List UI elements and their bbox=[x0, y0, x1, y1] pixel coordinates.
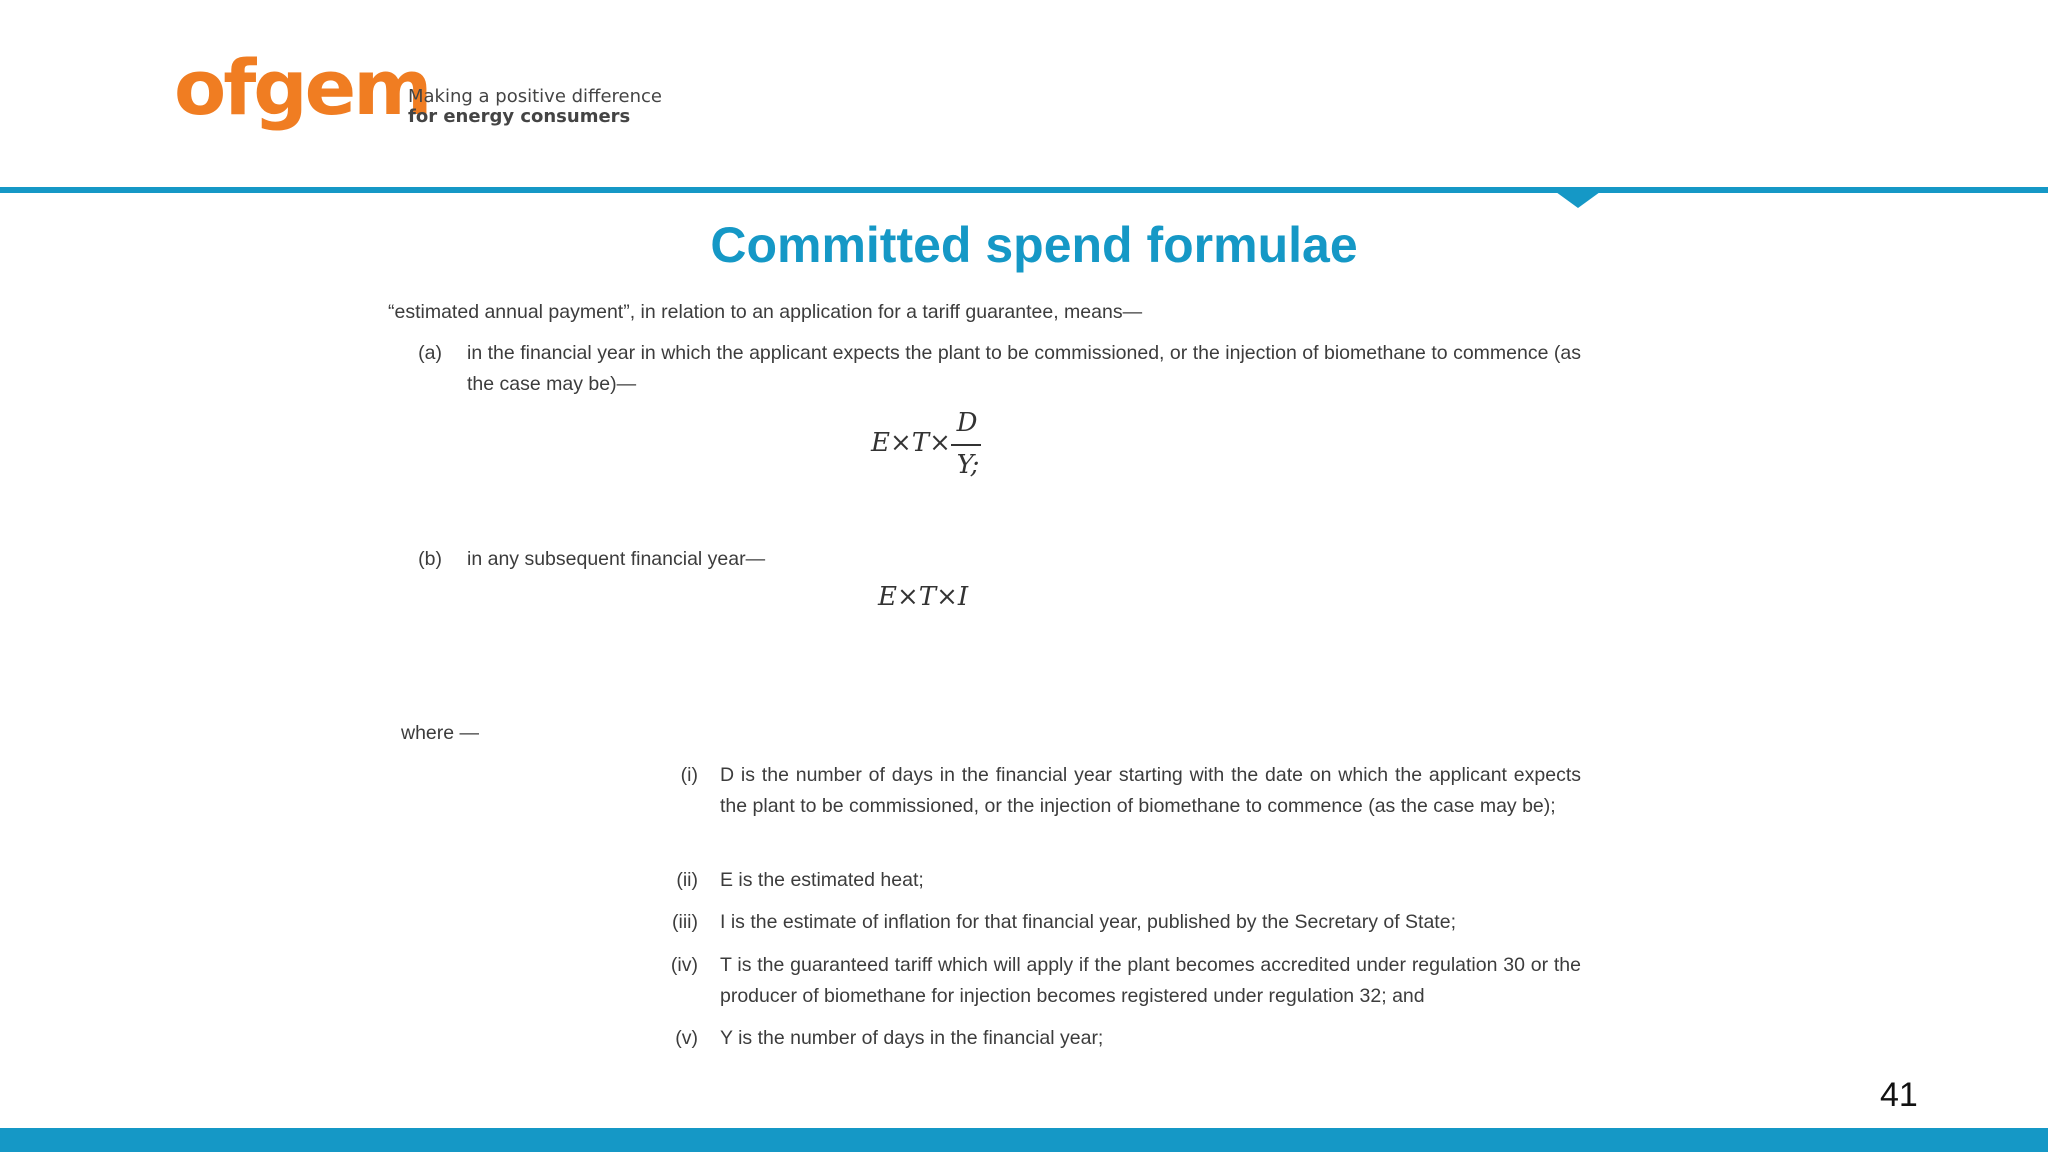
where-item-iii-label: (iii) bbox=[672, 911, 698, 933]
where-item-iii-text: I is the estimate of inflation for that financial year, published by the Secretary of State; bbox=[720, 911, 1456, 933]
where-item-iv-text: T is the guaranteed tariff which will apply if the plant becomes accredited under regulation 30 or the producer of biomethane for injection becomes registered under regulation 32; and bbox=[720, 954, 1581, 1007]
formula-a-numerator: D bbox=[956, 408, 978, 438]
item-a-label: (a) bbox=[418, 342, 442, 364]
page-number: 41 bbox=[1880, 1076, 1918, 1114]
divider-notch bbox=[1556, 192, 1600, 208]
definition-intro: “estimated annual payment”, in relation to an application for a tariff guarantee, means— bbox=[388, 301, 1143, 323]
where-item-v-label: (v) bbox=[675, 1027, 698, 1049]
header-divider bbox=[0, 187, 2048, 193]
formula-a-fraction-bar bbox=[951, 444, 981, 446]
where-item-i-label: (i) bbox=[680, 764, 698, 786]
where-item-ii-label: (ii) bbox=[676, 869, 698, 891]
item-a-text: in the financial year in which the applicant expects the plant to be commissioned, or the injection of biomethane to commence (as the case may be)— bbox=[467, 342, 1581, 395]
item-b-text: in any subsequent financial year— bbox=[467, 548, 766, 570]
logo-tagline-line2: for energy consumers bbox=[408, 106, 631, 127]
where-item-iv-label: (iv) bbox=[670, 954, 698, 976]
formula-a-prefix: E×T× bbox=[871, 428, 951, 458]
slide-title: Committed spend formulae bbox=[710, 217, 1358, 273]
formula-a-denominator: Y; bbox=[956, 450, 980, 480]
formula-b: E×T×I bbox=[878, 582, 969, 612]
where-item-v-text: Y is the number of days in the financial year; bbox=[720, 1027, 1104, 1049]
where-label: where — bbox=[401, 722, 480, 744]
where-item-ii-text: E is the estimated heat; bbox=[720, 869, 924, 891]
logo-tagline-line1: Making a positive difference bbox=[408, 86, 662, 107]
logo-wordmark: ofgem bbox=[174, 43, 430, 132]
item-b-label: (b) bbox=[418, 548, 442, 570]
footer-bar bbox=[0, 1128, 2048, 1152]
where-item-i-text: D is the number of days in the financial year starting with the date on which the applicant expects the plant to be commissioned, or the injection of biomethane to commence (as the case may be); bbox=[720, 764, 1581, 817]
